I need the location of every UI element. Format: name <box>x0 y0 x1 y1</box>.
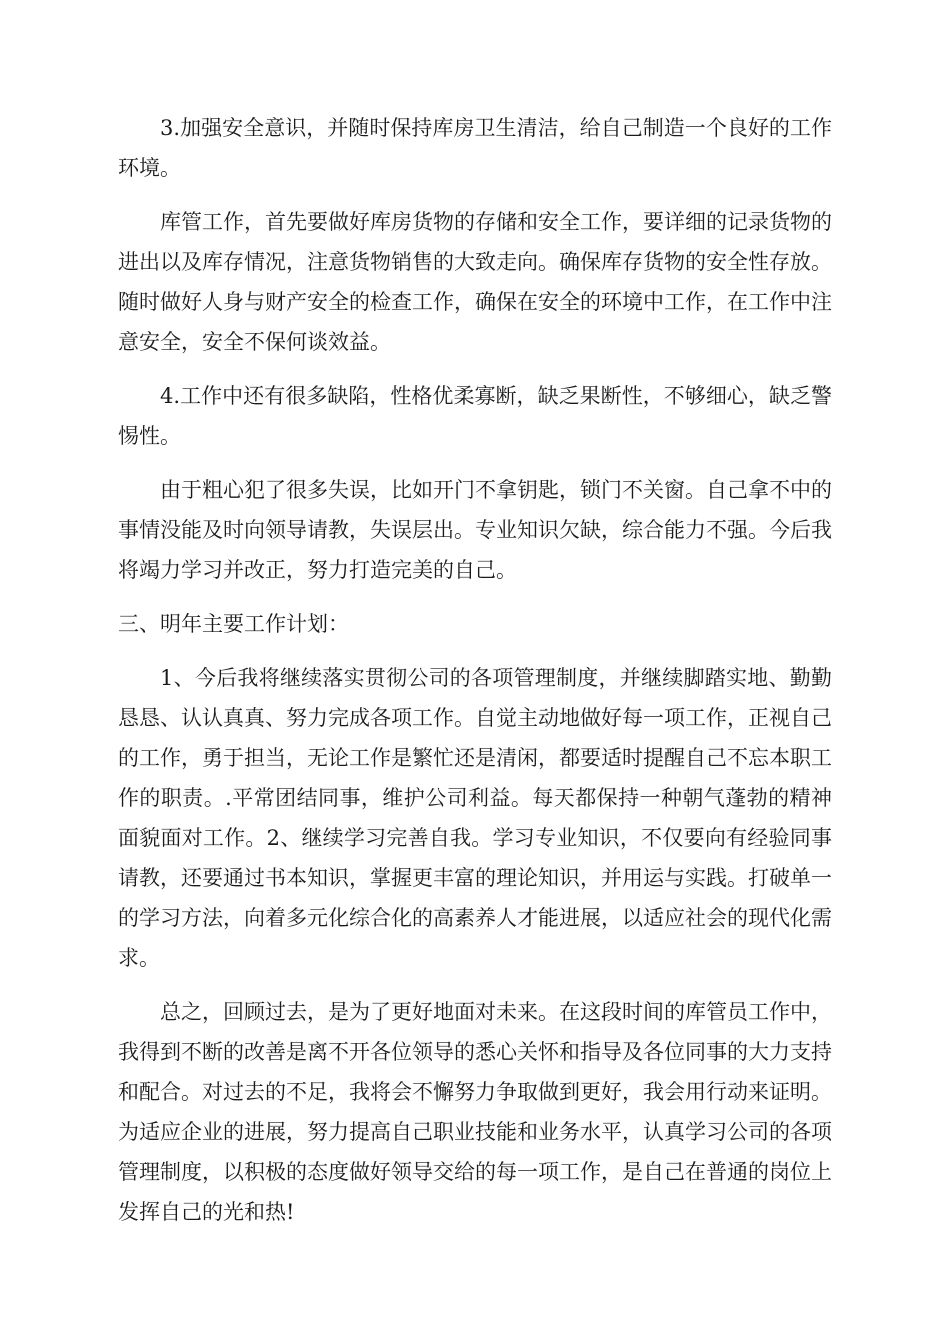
paragraph-conclusion: 总之，回顾过去，是为了更好地面对未来。在这段时间的库管员工作中，我得到不断的改善是离不开各位领导的悉心关怀和指导及各位同事的大力支持和配合。对过去的不足，我将会不懈努力争取做到更好，我会用行动来证明。为适应企业的进展，努力提高自己职业技能和业务水平，认真学习公司的各项管理制度，以积极的态度做好领导交给的每一项工作，是自己在普通的岗位上发挥自己的光和热! <box>118 1000 832 1224</box>
paragraph-mistakes: 由于粗心犯了很多失误，比如开门不拿钥匙，锁门不关窗。自己拿不中的事情没能及时向领导请教，失误层出。专业知识欠缺，综合能力不强。今后我将竭力学习并改正，努力打造完美的自己。 <box>118 478 832 582</box>
paragraph-safety-awareness: 3.加强安全意识，并随时保持库房卫生清洁，给自己制造一个良好的工作环境。 <box>118 116 832 180</box>
paragraph-warehouse-duties: 库管工作，首先要做好库房货物的存储和安全工作，要详细的记录货物的进出以及库存情况，注意货物销售的大致走向。确保库存货物的安全性存放。随时做好人身与财产安全的检查工作，确保在安全的环境中工作，在工作中注意安全，安全不保何谈效益。 <box>118 210 832 354</box>
paragraph-shortcomings: 4.工作中还有很多缺陷，性格优柔寡断，缺乏果断性，不够细心，缺乏警惕性。 <box>118 384 832 448</box>
paragraph-work-plan: 1、今后我将继续落实贯彻公司的各项管理制度，并继续脚踏实地、勤勤恳恳、认认真真、努力完成各项工作。自觉主动地做好每一项工作，正视自己的工作，勇于担当，无论工作是繁忙还是清闲，都要适时提醒自己不忘本职工作的职责。.平常团结同事，维护公司利益。每天都保持一种朝气蓬勃的精神面貌面对工作。2、继续学习完善自我。学习专业知识，不仅要向有经验同事请教，还要通过书本知识，掌握更丰富的理论知识，并用运与实践。打破单一的学习方法，向着多元化综合化的高素养人才能进展，以适应社会的现代化需求。 <box>118 666 832 970</box>
section-heading-next-year-plan: 三、明年主要工作计划： <box>118 612 349 636</box>
